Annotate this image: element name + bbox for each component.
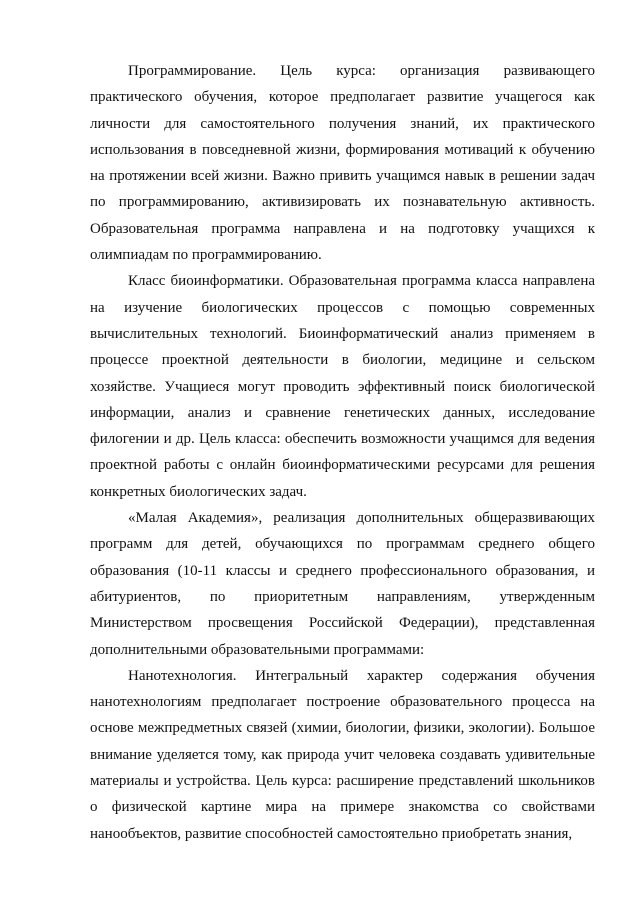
paragraph-programming: Программирование. Цель курса: организация развивающего практического обучения, которое предполагает развитие учащегося как личности для самостоятельного получения знаний, их практического использования в повседневной жизни, формирования мотиваций к обучению на протяжении всей жизни. Важно привить учащимся навык в решении задач по программированию, активизировать их познавательную активность. Образовательная программа направлена и на подготовку учащихся к олимпиадам по программированию. [90,63,595,264]
paragraph-nanotechnology: Нанотехнология. Интегральный характер содержания обучения нанотехнологиям предполагает построение образовательного процесса на основе межпредметных связей (химии, биологии, физики, экологии). Большое внимание уделяется тому, как природа учит человека создавать удивительные материалы и устройства. Цель курса: расширение представлений школьников о физической картине мира на примере знакомства со свойствами нанообъектов, развитие способностей самостоятельно приобретать знания, [90,667,595,842]
document-body [90,58,595,847]
paragraph-bioinformatics: Класс биоинформатики. Образовательная программа класса направлена на изучение биологических процессов с помощью современных вычислительных технологий. Биоинформатический анализ применяем в процессе проектной деятельности в биологии, медицине и сельском хозяйстве. Учащиеся могут проводить эффективный поиск биологической информации, анализ и сравнение генетических данных, исследование филогении и др. Цель класса: обеспечить возможности учащимся для ведения проектной работы с онлайн биоинформатическими ресурсами для решения конкретных биологических задач. [90,273,595,500]
paragraph-small-academy: «Малая Академия», реализация дополнительных общеразвивающих программ для детей, обучающихся по программам среднего общего образования (10-11 классы и среднего профессионального образования, и абитуриентов, по приоритетным направлениям, утвержденным Министерством просвещения Российской Федерации), представленная дополнительными образовательными программами: [90,510,595,658]
